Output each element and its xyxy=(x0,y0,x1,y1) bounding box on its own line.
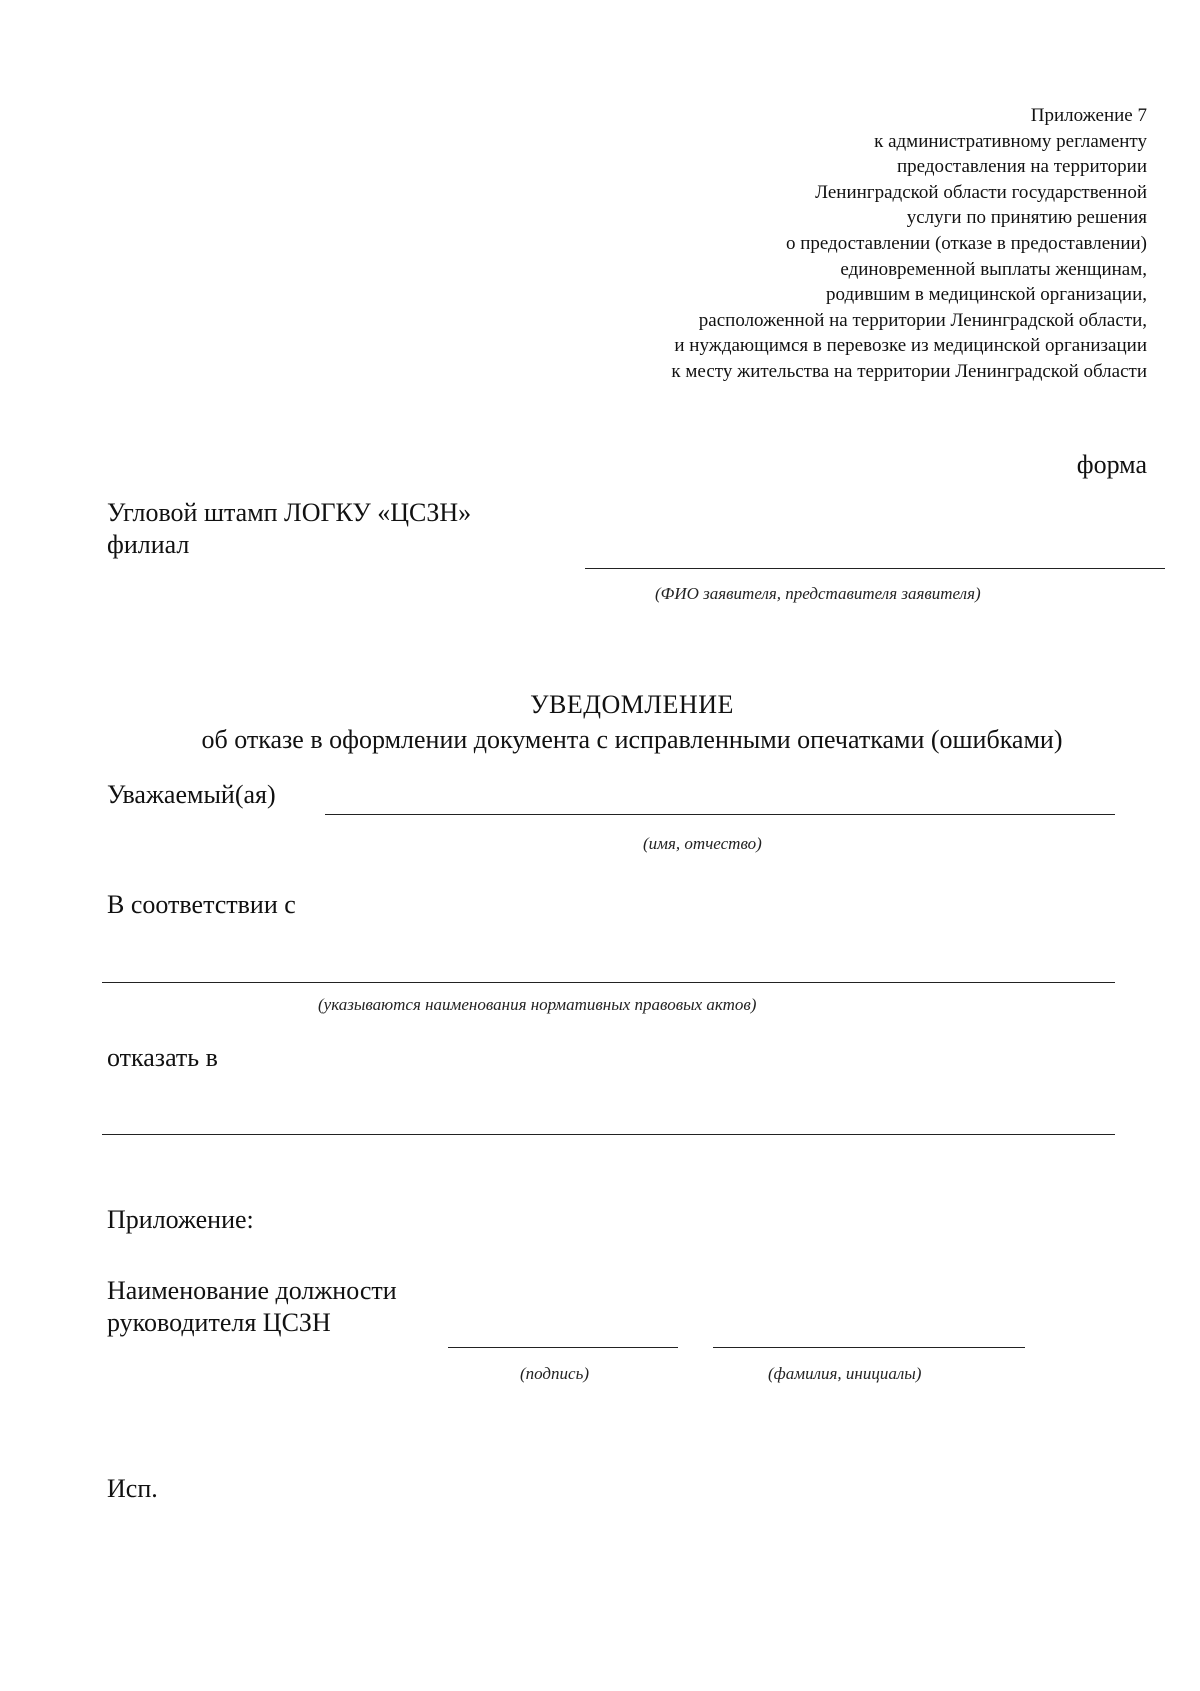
signature-caption: (подпись) xyxy=(520,1364,589,1383)
stamp-line: Угловой штамп ЛОГКУ «ЦСЗН» xyxy=(107,498,472,527)
refuse-label: отказать в xyxy=(107,1043,218,1072)
appendix-line: Ленинградской области государственной xyxy=(815,181,1147,203)
appendix-line: к месту жительства на территории Ленинградской области xyxy=(671,360,1147,382)
applicant-caption: (ФИО заявителя, представителя заявителя) xyxy=(655,584,981,603)
position-line1: Наименование должности xyxy=(107,1276,397,1305)
greeting-name-line[interactable] xyxy=(325,814,1115,815)
appendix-line: предоставления на территории xyxy=(897,156,1147,178)
attachment-label: Приложение: xyxy=(107,1205,254,1234)
appendix-line: родившим в медицинской организации, xyxy=(826,284,1147,306)
accordance-label: В соответствии с xyxy=(107,890,296,919)
accordance-line[interactable] xyxy=(102,982,1115,983)
appendix-line: единовременной выплаты женщинам, xyxy=(840,258,1147,280)
appendix-line: Приложение 7 xyxy=(1030,105,1147,126)
position-line2: руководителя ЦСЗН xyxy=(107,1308,331,1337)
applicant-name-line[interactable] xyxy=(585,568,1165,569)
greeting-caption: (имя, отчество) xyxy=(643,834,762,853)
accordance-caption: (указываются наименования нормативных правовых актов) xyxy=(318,995,757,1014)
executor-label: Исп. xyxy=(107,1474,158,1503)
corner-stamp xyxy=(107,497,471,561)
notice-subtitle: об отказе в оформлении документа с исправленными опечатками (ошибками) xyxy=(201,725,1063,754)
appendix-line: расположенной на территории Ленинградской области, xyxy=(698,309,1147,331)
stamp-branch: филиал xyxy=(107,530,190,559)
name-initials-line[interactable] xyxy=(713,1347,1025,1348)
appendix-header xyxy=(527,103,1147,385)
signature-line[interactable] xyxy=(448,1347,678,1348)
greeting-label: Уважаемый(ая) xyxy=(107,780,276,809)
appendix-line: о предоставлении (отказе в предоставлении) xyxy=(785,232,1147,254)
notice-title: УВЕДОМЛЕНИЕ xyxy=(530,690,734,719)
appendix-line: и нуждающимся в перевозке из медицинской организации xyxy=(674,335,1147,357)
name-initials-caption: (фамилия, инициалы) xyxy=(768,1364,922,1383)
form-label: форма xyxy=(1076,450,1147,479)
appendix-line: к административному регламенту xyxy=(874,130,1147,152)
refuse-line[interactable] xyxy=(102,1134,1115,1135)
appendix-line: услуги по принятию решения xyxy=(906,207,1147,229)
